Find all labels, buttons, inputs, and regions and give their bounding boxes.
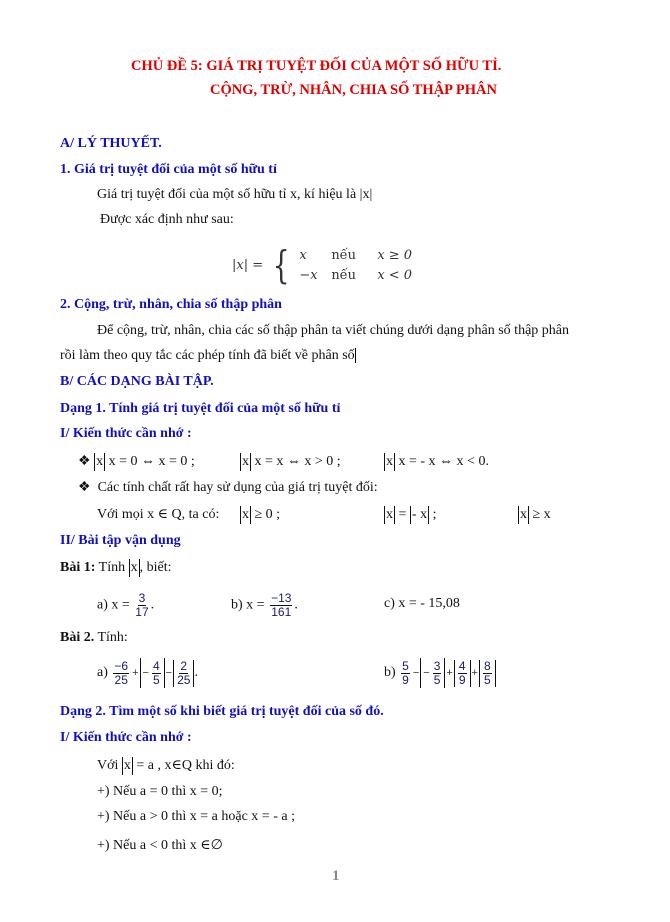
section-a-heading: A/ LÝ THUYẾT.	[60, 136, 162, 151]
abs-group	[420, 658, 445, 688]
page-number: 1	[332, 868, 340, 884]
numerator: 3	[433, 658, 441, 673]
paragraph-text: rồi làm theo quy tắc các phép tính đã biết về phân số	[60, 348, 355, 363]
plus: +	[471, 667, 478, 679]
rule-line: +) Nếu a > 0 thì x = a hoặc x = - a ;	[97, 809, 295, 824]
denominator: 25	[114, 672, 128, 687]
fraction	[458, 660, 467, 687]
abs-x: x	[242, 507, 249, 522]
abs-neg-x: - x	[411, 507, 428, 522]
numerator: 5	[402, 658, 409, 673]
minus: −	[165, 667, 173, 679]
case-cond: x ≥ 0	[377, 247, 413, 263]
numerator: 2	[180, 658, 188, 673]
abs-x: x	[386, 507, 393, 522]
with-text: Với	[97, 758, 119, 774]
bullet-line	[78, 479, 378, 497]
bai2-text: Tính:	[97, 630, 128, 645]
case-word: nếu	[331, 247, 357, 263]
formula-lhs: |x| =	[232, 257, 264, 273]
subheading-2: 2. Cộng, trừ, nhân, chia số thập phân	[60, 297, 282, 312]
bai1-text: Tính	[98, 560, 126, 576]
rule-b-text: x = x ⇔ x > 0 ;	[254, 454, 341, 470]
rule-b	[240, 453, 341, 471]
rule-line: +) Nếu a = 0 thì x = 0;	[97, 784, 223, 799]
denominator: 161	[271, 605, 292, 619]
fraction	[433, 660, 442, 687]
abs-group	[173, 660, 194, 687]
with-line	[97, 757, 235, 775]
bullet-line	[78, 453, 195, 471]
item-label: a) x =	[97, 597, 130, 613]
denominator: 9	[402, 672, 409, 687]
denominator: 25	[177, 672, 191, 687]
numerator: 4	[152, 658, 160, 673]
case-value: −x	[299, 267, 318, 283]
fraction	[483, 660, 492, 687]
abs-definition-formula	[232, 243, 437, 287]
bai1-text: , biết:	[139, 560, 172, 576]
abs-x: x	[123, 758, 131, 773]
bai1-line	[60, 559, 171, 577]
kien-thuc-heading: I/ Kiến thức cần nhớ :	[60, 426, 192, 441]
numerator: −13	[271, 591, 292, 605]
denominator: 17	[135, 605, 149, 619]
bai1-b: b) x = $\frac{-13}{161}$ .	[231, 591, 298, 619]
dang1-heading: Dạng 1. Tính giá trị tuyệt đối của một số hữu tỉ	[60, 401, 341, 416]
item-label: b)	[384, 665, 396, 681]
case-cond: x < 0	[377, 267, 413, 283]
bai2-label: Bài 2.	[60, 630, 95, 645]
numerator: 8	[483, 658, 491, 673]
plus: +	[446, 667, 453, 679]
props-lead: Với mọi x ∈ Q, ta có:	[97, 507, 220, 522]
item-label: a)	[97, 665, 108, 681]
kien-thuc-heading: I/ Kiến thức cần nhớ :	[60, 730, 192, 745]
bai2-a: a) $\frac{-6}{25}$ + − $\frac{4}{5}$ − $\frac{2}{25}$ .	[97, 658, 198, 687]
abs-x: x	[386, 454, 393, 469]
dang2-heading: Dạng 2. Tìm một số khi biết giá trị tuyệt đối của số đó.	[60, 704, 384, 719]
prop-text: ;	[432, 507, 437, 523]
fraction	[401, 660, 410, 687]
case-word: nếu	[331, 267, 357, 283]
paragraph: Để cộng, trừ, nhân, chia các số thập phân ta viết chúng dưới dạng phân số thập phân	[97, 323, 570, 338]
brace: {	[272, 243, 290, 287]
fraction	[135, 592, 148, 619]
diamond-bullet-icon: ❖	[78, 480, 91, 495]
prop-1	[240, 506, 280, 524]
denominator: 5	[152, 672, 160, 687]
bai2-b	[384, 658, 496, 688]
bai-tap-heading: II/ Bài tập vận dụng	[60, 533, 181, 548]
prop-text: ≥ 0 ;	[254, 507, 281, 523]
abs-x: x	[96, 454, 104, 469]
bai1-a: a) x = $\frac{3}{17}$ .	[97, 591, 155, 619]
bai1-c: c) x = - 15,08	[384, 596, 460, 611]
fraction	[177, 660, 190, 687]
minus: −	[412, 667, 420, 679]
section-b-heading: B/ CÁC DẠNG BÀI TẬP.	[60, 374, 214, 389]
denominator: 5	[483, 672, 491, 687]
title-line1: CHỦ ĐỀ 5: GIÁ TRỊ TUYỆT ĐỐI CỦA MỘT SỐ HỮU TỈ.	[131, 58, 502, 74]
title-line2: CỘNG, TRỪ, NHÂN, CHIA SỐ THẬP PHÂN	[210, 82, 497, 98]
case-value: x	[299, 247, 307, 263]
abs-x: x	[242, 454, 249, 469]
numerator: 4	[458, 658, 466, 673]
fraction	[152, 660, 161, 687]
bullet-text: Các tính chất rất hay sử dụng của giá trị tuyệt đối:	[97, 480, 378, 495]
paragraph	[60, 347, 356, 365]
numerator: −6	[114, 658, 129, 673]
bai1-label: Bài 1:	[60, 560, 96, 576]
rule-c-text: x = - x ⇔ x < 0.	[398, 454, 489, 470]
denominator: 5	[433, 672, 441, 687]
fraction	[113, 660, 129, 687]
diamond-bullet-icon: ❖	[78, 454, 91, 470]
abs-x: x	[520, 507, 527, 522]
minus: −	[423, 667, 430, 679]
prop-2: x = - x ;	[386, 507, 437, 523]
abs-group	[454, 660, 471, 687]
abs-x: x	[130, 560, 138, 575]
abs-group	[140, 658, 165, 688]
plus: +	[132, 667, 139, 679]
numerator: 3	[138, 591, 146, 605]
minus: −	[142, 667, 149, 679]
prop-3	[518, 506, 551, 524]
subheading-1: 1. Giá trị tuyệt đối của một số hữu tỉ	[60, 162, 277, 177]
rule-a: x = 0 ⇔ x = 0 ;	[108, 454, 195, 470]
prop-text: ≥ x	[532, 507, 551, 523]
fraction	[270, 592, 292, 619]
denominator: 9	[458, 672, 466, 687]
bai2-line	[60, 629, 128, 647]
text-cursor	[355, 348, 356, 363]
rule-line: +) Nếu a < 0 thì x ∈∅	[97, 838, 223, 853]
rule-c	[384, 453, 489, 471]
paragraph: Được xác định như sau:	[100, 212, 234, 227]
item-label: b) x =	[231, 597, 265, 613]
paragraph: Giá trị tuyệt đối của một số hữu tỉ x, kí hiệu là |x|	[97, 187, 373, 202]
abs-group	[479, 660, 496, 687]
with-text: = a , x∈Q khi đó:	[136, 758, 235, 774]
